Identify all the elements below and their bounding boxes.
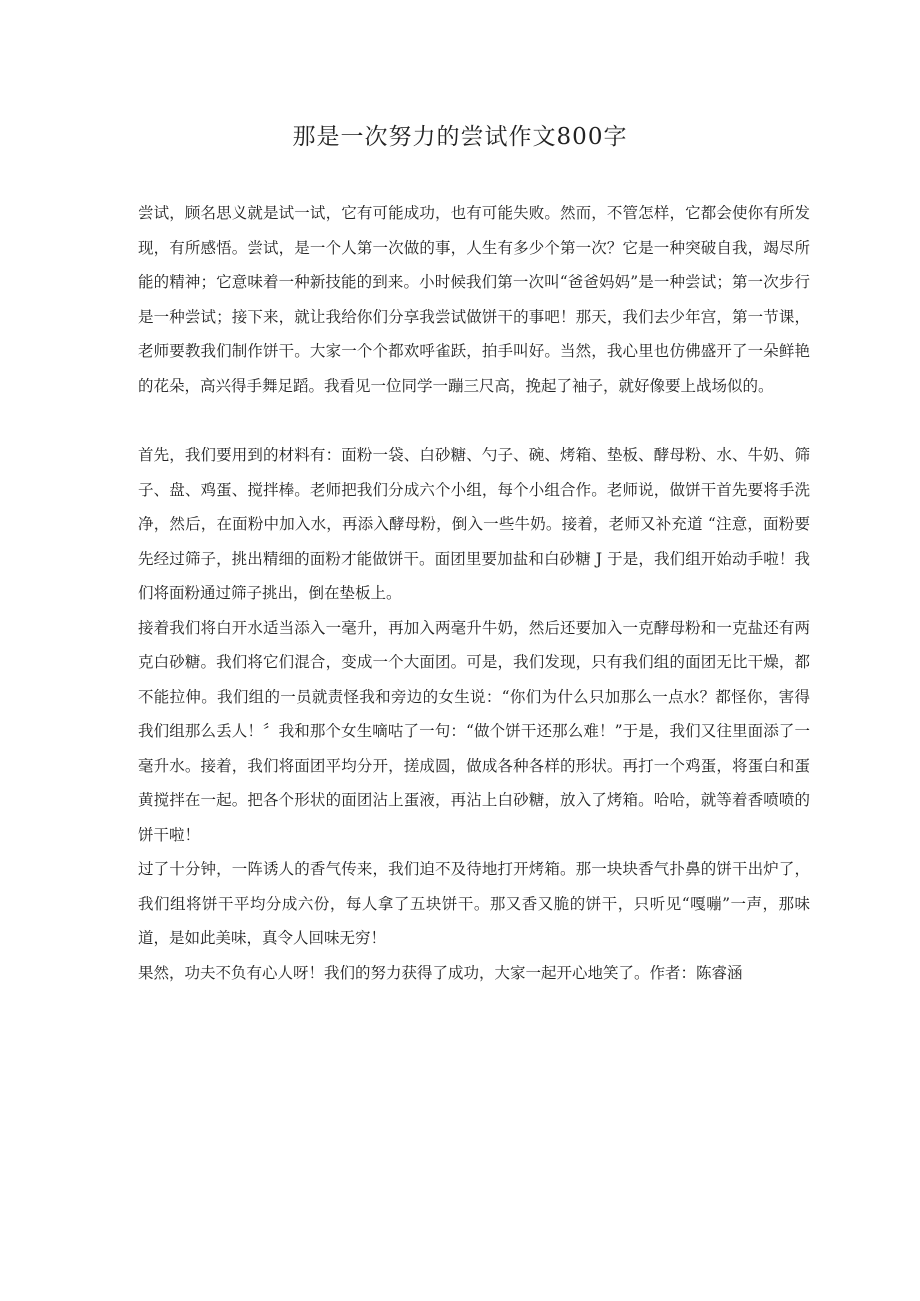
paragraph-baking: 过了十分钟，一阵诱人的香气传来，我们迫不及待地打开烤箱。那一块块香气扑鼻的饼干出炉了，我们组将饼干平均分成六份，每人拿了五块饼干。那又香又脆的饼干，只听见“嘎嘣”一声，那味道，是如此美味，真令人回味无穷！ — [138, 860, 810, 947]
paragraph-mixing: 接着我们将白开水适当添入一毫升，再加入两毫升牛奶，然后还要加入一克酵母粉和一克盐还有两克白砂糖。我们将它们混合，变成一个大面团。可是，我们发现，只有我们组的面团无比干燥，都不能拉伸。我们组的一员就责怪我和旁边的女生说：“你们为什么只加那么一点水？都怪你，害得我们组那么丢人！〞我和那个女生嘀咕了一句：“做个饼干还那么难！”于是，我们又往里面添了一毫升水。接着，我们将面团平均分开，搓成圆，做成各种各样的形状。再打一个鸡蛋，将蛋白和蛋黄搅拌在一起。把各个形状的面团沾上蛋液，再沾上白砂糖，放入了烤箱。哈哈，就等着香喷喷的饼干啦！ — [138, 618, 810, 844]
document-title: 那是一次努力的尝试作文800字 — [292, 124, 628, 150]
document-body — [138, 196, 810, 990]
paragraph-intro: 尝试，顾名思义就是试一试，它有可能成功，也有可能失败。然而，不管怎样，它都会使你有所发现，有所感悟。尝试，是一个人第一次做的事，人生有多少个第一次？它是一种突破自我，竭尽所能的精神；它意味着一种新技能的到来。小时候我们第一次叫“爸爸妈妈”是一种尝试；第一次步行是一种尝试；接下来，就让我给你们分享我尝试做饼干的事吧！那天，我们去少年宫，第一节课，老师要教我们制作饼干。大家一个个都欢呼雀跃，拍手叫好。当然，我心里也仿佛盛开了一朵鲜艳的花朵，高兴得手舞足蹈。我看见一位同学一蹦三尺高，挽起了袖子，就好像要上战场似的。 — [138, 204, 810, 395]
paragraph-materials: 首先，我们要用到的材料有：面粉一袋、白砂糖、勺子、碗、烤箱、垫板、酵母粉、水、牛奶、筛子、盘、鸡蛋、搅拌棒。老师把我们分成六个小组，每个小组合作。老师说，做饼干首先要将手洗净，然后，在面粉中加入水，再添入酵母粉，倒入一些牛奶。接着，老师又补充道 “注意，面粉要先经过筛子，挑出精细的面粉才能做饼干。面团里要加盐和白砂糖 J 于是，我们组开始动手啦！我们将面粉通过筛子挑出，倒在垫板上。 — [138, 446, 810, 602]
paragraph-conclusion: 果然，功夫不负有心人呀！我们的努力获得了成功，大家一起开心地笑了。作者：陈睿涵 — [138, 963, 743, 982]
